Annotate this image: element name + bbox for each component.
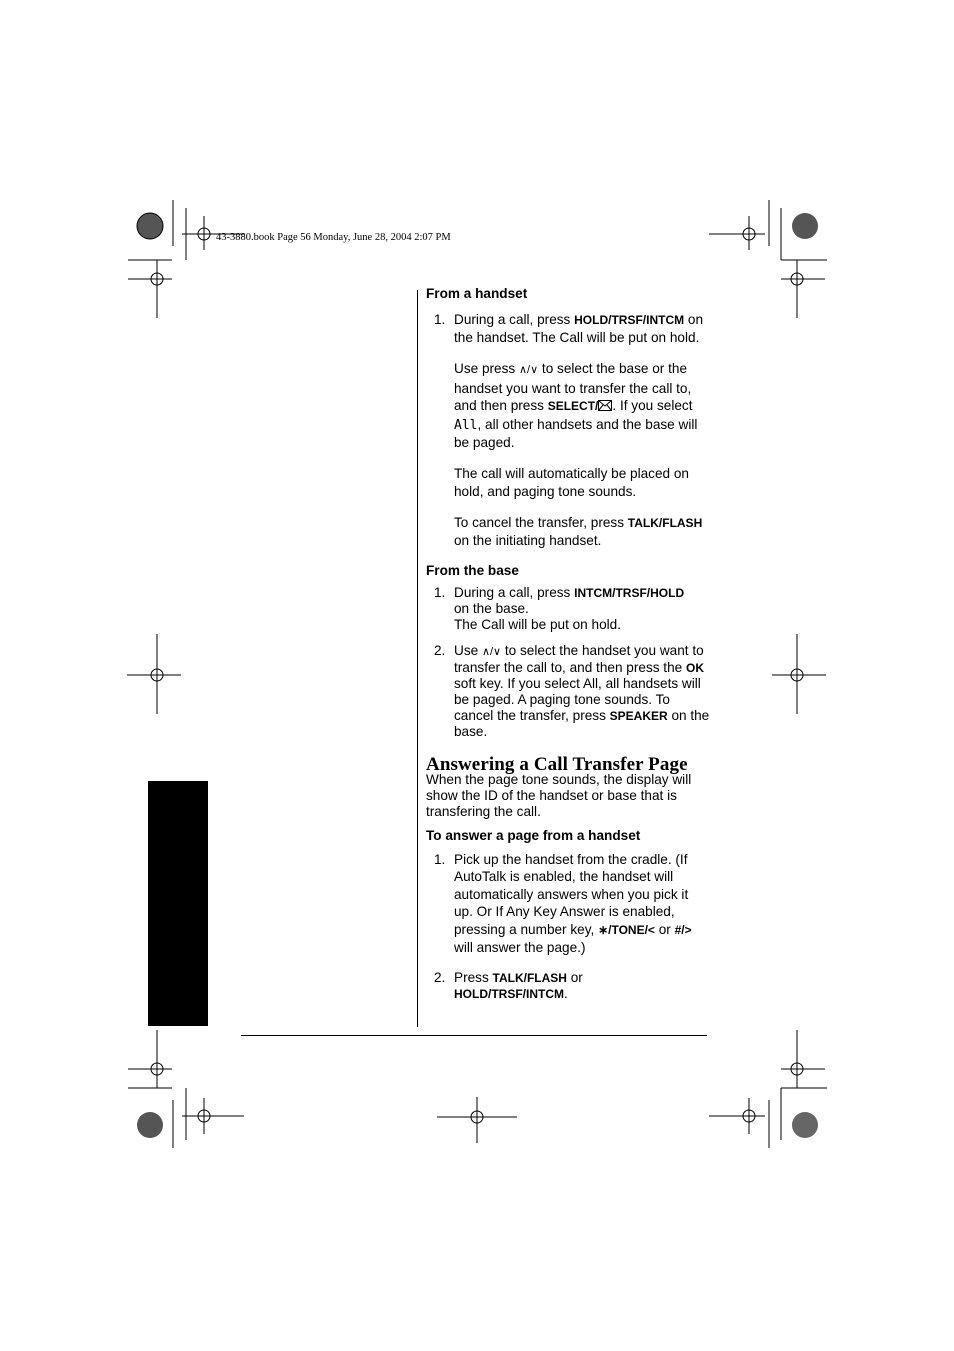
step-text: During a call, press bbox=[454, 311, 575, 327]
step-text: The Call will be put on hold. bbox=[454, 617, 621, 632]
subheading-answer-page: To answer a page from a handset bbox=[426, 828, 641, 843]
key-star-tone: ∗/TONE/< bbox=[598, 922, 655, 937]
print-header: 43-3880.book Page 56 Monday, June 28, 2004 2:07 PM bbox=[216, 232, 451, 243]
key-hold-trsf-intcm: HOLD/TRSF/INTCM bbox=[454, 986, 564, 1001]
step-text: . bbox=[564, 985, 568, 1001]
para-text: on the initiating handset. bbox=[454, 533, 602, 548]
step-text: on the base. bbox=[454, 601, 529, 616]
envelope-icon bbox=[598, 398, 612, 416]
step-number: 1. bbox=[434, 851, 446, 867]
key-select: SELECT/ bbox=[547, 399, 599, 413]
display-all-text: All bbox=[454, 417, 478, 433]
column-divider bbox=[417, 290, 418, 1027]
registration-mark-mid-left bbox=[125, 634, 185, 716]
registration-mark-bottom-center bbox=[435, 1095, 519, 1147]
step-text: Pick up the handset from the cradle. (If AutoTalk is enabled, the handset will automatically answers when you pick it up. Or If Any Key Answer is enabled, pressing a number key, bbox=[454, 851, 689, 937]
base-step-1 bbox=[426, 585, 710, 633]
footer-rule bbox=[241, 1035, 707, 1036]
chapter-tab bbox=[148, 781, 208, 1026]
registration-mark-mid-right bbox=[770, 634, 830, 716]
para-text: To cancel the transfer, press bbox=[454, 514, 628, 530]
step-number: 2. bbox=[434, 969, 446, 985]
registration-mark-top-left bbox=[120, 200, 250, 325]
step-text: soft key. If you select All, all handsets will be paged. A paging tone sounds. To cancel the transfer, press bbox=[454, 676, 701, 723]
arrow-keys-icon: ∧/∨ bbox=[518, 364, 539, 376]
registration-mark-top-right bbox=[705, 200, 830, 325]
step-text: will answer the page.) bbox=[454, 940, 586, 955]
registration-mark-bottom-left bbox=[120, 1030, 250, 1152]
handset-para-select bbox=[426, 360, 710, 452]
step-number: 2. bbox=[434, 643, 446, 658]
step-text: on the handset. The Call will be put on hold. bbox=[454, 311, 704, 345]
answer-step-2 bbox=[426, 970, 710, 1002]
step-text: on the base. bbox=[454, 708, 710, 739]
section-title-handset: From a handset bbox=[426, 286, 528, 301]
main-column bbox=[426, 284, 710, 1002]
step-text: or bbox=[654, 921, 675, 937]
key-intcm-trsf-hold: INTCM/TRSF/HOLD bbox=[574, 586, 685, 600]
base-step-2 bbox=[426, 643, 710, 740]
handset-para-cancel bbox=[426, 514, 710, 550]
para-text: Use press bbox=[454, 361, 519, 376]
para-text: to select the base or the handset you want to transfer the call to, and then press bbox=[454, 361, 692, 413]
handset-para-auto-hold: The call will automatically be placed on hold, and paging tone sounds. bbox=[454, 466, 689, 499]
arrow-keys-icon: ∧/∨ bbox=[481, 646, 502, 658]
para-text: , all other handsets and the base will be paged. bbox=[454, 416, 698, 450]
key-hold-trsf-intcm: HOLD/TRSF/INTCM bbox=[574, 312, 685, 327]
key-speaker: SPEAKER bbox=[609, 709, 668, 723]
step-text: or bbox=[566, 969, 583, 985]
section-heading-answering: Answering a Call Transfer Page bbox=[426, 754, 688, 775]
step-number: 1. bbox=[434, 311, 446, 327]
key-ok: OK bbox=[685, 661, 704, 675]
key-hash: #/> bbox=[674, 922, 692, 937]
step-text: to select the handset you want to transfer the call to, and then press the bbox=[454, 643, 704, 675]
answer-intro: When the page tone sounds, the display will show the ID of the handset or base that is transfering the call. bbox=[426, 772, 692, 819]
step-text: Press bbox=[454, 969, 493, 985]
para-text: . If you select bbox=[612, 398, 693, 413]
step-text: Use bbox=[454, 643, 482, 658]
step-number: 1. bbox=[434, 585, 446, 600]
key-talk-flash: TALK/FLASH bbox=[492, 970, 567, 985]
step-text: During a call, press bbox=[454, 585, 575, 600]
registration-mark-bottom-right bbox=[705, 1030, 830, 1152]
handset-step-1 bbox=[426, 311, 710, 347]
key-talk-flash: TALK/FLASH bbox=[627, 515, 703, 530]
section-title-base: From the base bbox=[426, 562, 519, 578]
answer-step-1 bbox=[426, 851, 710, 957]
